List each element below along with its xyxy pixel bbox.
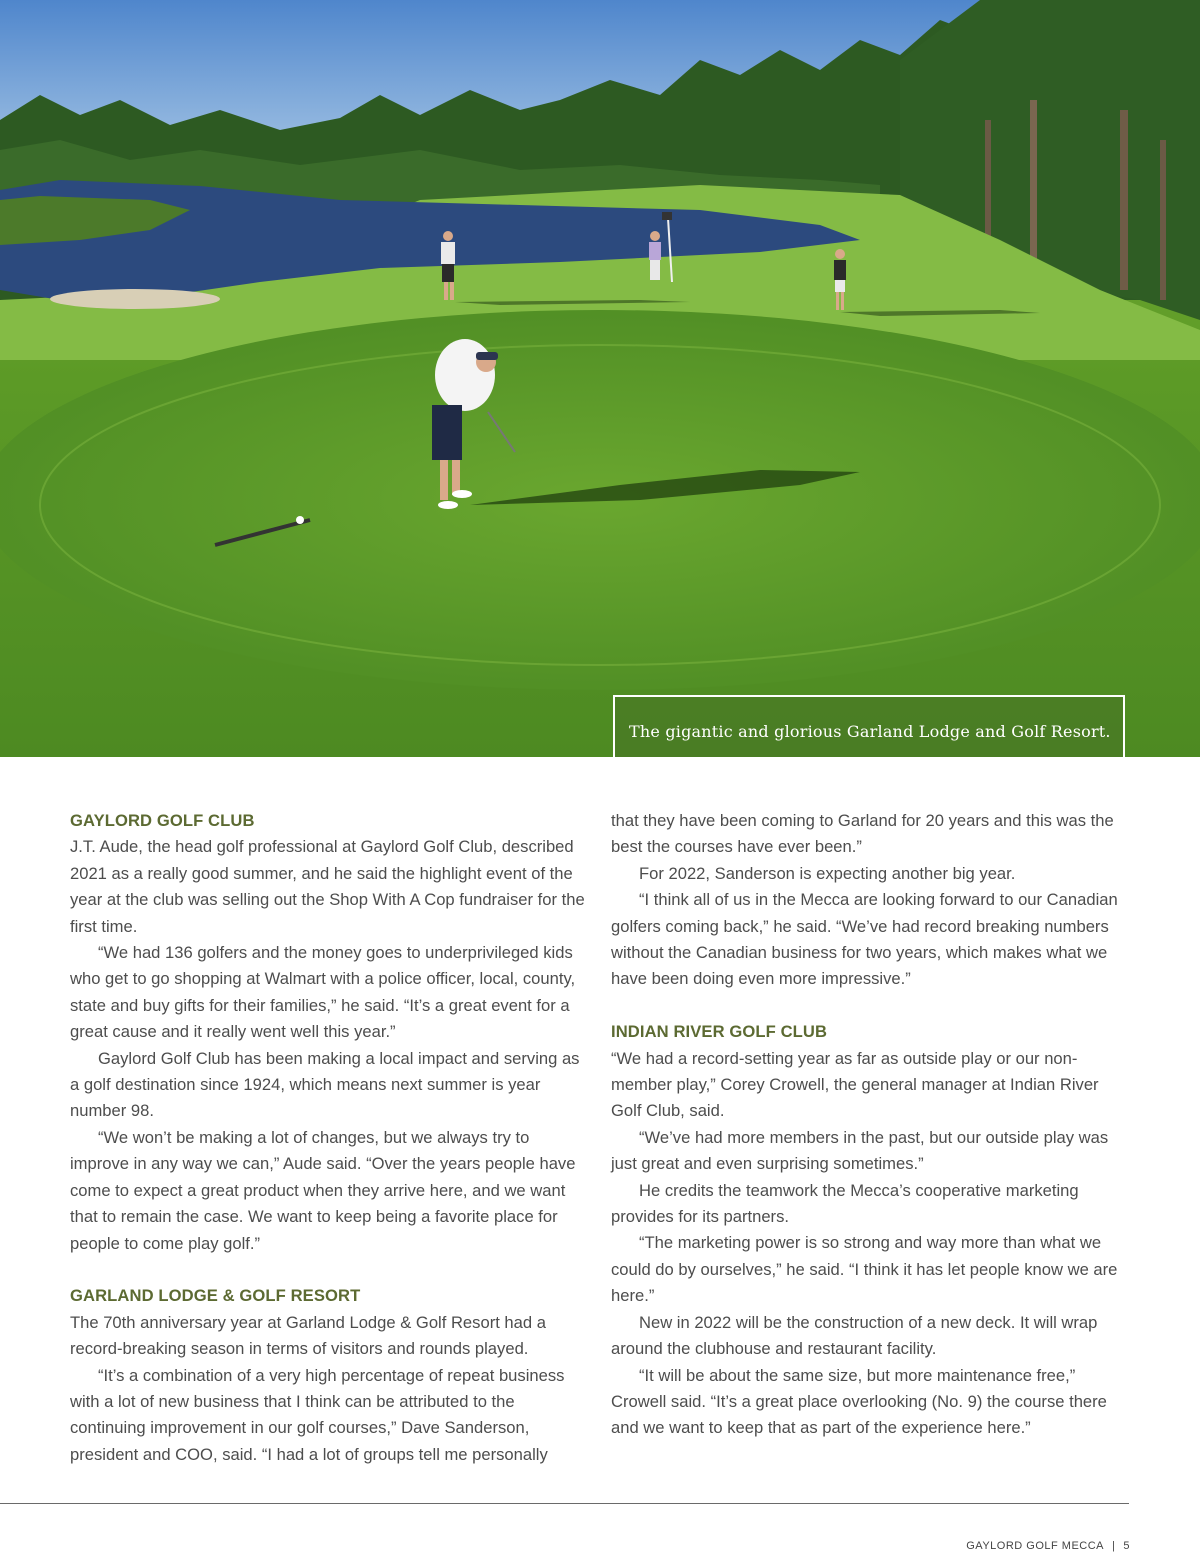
photo-caption-box: [613, 695, 1125, 757]
footer-separator: |: [1112, 1540, 1116, 1552]
paragraph: Gaylord Golf Club has been making a local impact and serving as a golf destination since 1924, which means next summer is year number 98.: [70, 1048, 580, 1121]
paragraph: He credits the teamwork the Mecca’s cooperative marketing provides for its partners.: [611, 1180, 1079, 1227]
golf-course-photo: [0, 0, 1200, 757]
paragraph: New in 2022 will be the construction of a new deck. It will wrap around the clubhouse and restaurant facility.: [611, 1312, 1098, 1359]
paragraph: “We won’t be making a lot of changes, but we always try to improve in any way we can,” Aude said. “Over the years people have come to expect a great product when they arrive here, and we want that to remain the case. We want to keep being a favorite place for people to come play golf.”: [70, 1127, 576, 1253]
article-column-right: [611, 808, 1131, 1442]
paragraph: that they have been coming to Garland for 20 years and this was the best the courses have ever been.”: [611, 811, 1114, 857]
paragraph: “I think all of us in the Mecca are looking forward to our Canadian golfers coming back,” he said. “We’ve had record breaking numbers without the Canadian business for two years, which makes what we have been doing even more impressive.”: [611, 890, 1118, 989]
paragraph: The 70th anniversary year at Garland Lodge & Golf Resort had a record-breaking season in terms of visitors and rounds played.: [70, 1312, 546, 1359]
page-number: 5: [1123, 1540, 1130, 1552]
section-spacer: [70, 1257, 590, 1283]
paragraph: J.T. Aude, the head golf professional at Gaylord Golf Club, described 2021 as a really good summer, and he said the highlight event of the year at the club was selling out the Shop With A Cop fundraiser for the first time.: [70, 837, 585, 936]
golf-course-illustration: [0, 0, 1200, 757]
paragraph: “We had 136 golfers and the money goes to underprivileged kids who get to go shopping at Walmart with a police officer, local, county, state and buy gifts for their families,” he said. “It’s a great event for a great cause and it really went well this year.”: [70, 943, 576, 1042]
paragraph: For 2022, Sanderson is expecting another big year.: [639, 863, 1016, 883]
golfer-distant-2: [649, 231, 661, 280]
photo-caption: The gigantic and glorious Garland Lodge and Golf Resort.: [629, 722, 1111, 741]
footer-rule: [0, 1503, 1129, 1504]
page-footer: [966, 1540, 1130, 1552]
section-heading-garland: GARLAND LODGE & GOLF RESORT: [70, 1286, 361, 1306]
paragraph: “We’ve had more members in the past, but our outside play was just great and even surprising sometimes.”: [611, 1127, 1109, 1174]
publication-name: GAYLORD GOLF MECCA: [966, 1540, 1105, 1552]
paragraph: “It will be about the same size, but more maintenance free,” Crowell said. “It’s a great place overlooking (No. 9) the course there and we want to keep that as part of the experience here.”: [611, 1365, 1107, 1438]
section-heading-gaylord: GAYLORD GOLF CLUB: [70, 811, 255, 830]
section-heading-indian-river: INDIAN RIVER GOLF CLUB: [611, 1022, 828, 1042]
paragraph: “We had a record-setting year as far as outside play or our non-member play,” Corey Crowell, the general manager at Indian River Golf Club, said.: [611, 1048, 1099, 1121]
section-spacer: [611, 993, 1131, 1019]
paragraph: “The marketing power is so strong and way more than what we could do by ourselves,” he said. “I think it has let people know we are here.”: [611, 1233, 1118, 1306]
article-column-left: [70, 808, 590, 1468]
paragraph: “It’s a combination of a very high percentage of repeat business with a lot of new business that I think can be attributed to the continuing improvement in our golf courses,” Dave Sanderson, president and COO, said. “I had a lot of groups tell me personally: [70, 1365, 565, 1464]
